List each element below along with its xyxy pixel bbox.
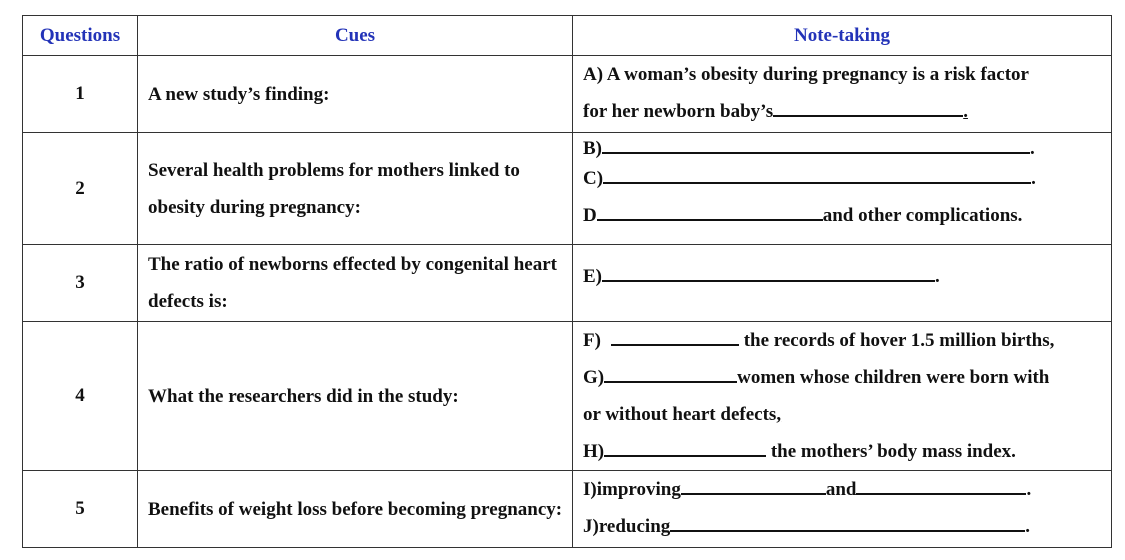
answer-blank-g[interactable] (604, 363, 737, 383)
answer-blank-h[interactable] (604, 437, 766, 457)
note-g-text: women whose children were born with (737, 367, 1050, 388)
answer-blank-f[interactable] (611, 326, 739, 346)
table-row (23, 471, 1112, 548)
answer-blank-c[interactable] (603, 164, 1031, 184)
question-number: 5 (23, 471, 138, 548)
answer-blank-d[interactable] (597, 201, 823, 221)
note-e-label: E) (583, 265, 602, 287)
question-number: 1 (23, 56, 138, 133)
cue-text: Several health problems for mothers linked to obesity during pregnancy: (138, 133, 573, 245)
note-h-text: the mothers’ body mass index. (766, 441, 1016, 462)
answer-blank-i2[interactable] (856, 475, 1026, 495)
question-number: 2 (23, 133, 138, 245)
header-row (23, 16, 1112, 56)
note-a-text: A) A woman’s obesity during pregnancy is a risk factor (583, 64, 1029, 85)
note-i-end: . (1026, 479, 1032, 500)
note-cell (573, 322, 1112, 471)
note-taking-table (22, 15, 1112, 548)
note-a-end: . (963, 101, 968, 122)
cue-text: A new study’s finding: (138, 56, 573, 133)
answer-blank-i1[interactable] (681, 475, 826, 495)
note-b-label: B) (583, 138, 602, 159)
note-c-end: . (1031, 168, 1036, 189)
answer-blank-e[interactable] (602, 262, 935, 282)
note-f-label: F) (583, 330, 601, 351)
note-j-label: J)reducing (583, 516, 671, 537)
note-i-label: I)improving (583, 479, 681, 500)
note-cell (573, 245, 1112, 322)
note-b-end: . (1030, 138, 1035, 159)
note-c-label: C) (583, 168, 604, 189)
note-e-end: . (935, 265, 940, 287)
answer-blank-b[interactable] (602, 134, 1030, 154)
header-cues: Cues (138, 16, 573, 56)
note-h-label: H) (583, 441, 605, 462)
cue-text: What the researchers did in the study: (138, 322, 573, 471)
answer-blank-a[interactable] (773, 97, 963, 117)
header-questions: Questions (23, 16, 138, 56)
note-g-text-cont: or without heart defects (583, 404, 777, 425)
note-cell (573, 133, 1112, 245)
cue-text: The ratio of newborns effected by congenital heart defects is: (138, 245, 573, 322)
answer-blank-j[interactable] (670, 512, 1025, 532)
note-j-end: . (1025, 516, 1031, 537)
note-cell (573, 56, 1112, 133)
note-cell (573, 471, 1112, 548)
note-d-text: and other complications. (822, 205, 1023, 226)
note-a-text-cont: for her newborn baby’s (583, 101, 774, 122)
question-number: 3 (23, 245, 138, 322)
question-number: 4 (23, 322, 138, 471)
note-g-end: , (776, 404, 782, 425)
note-f-text: the records of hover 1.5 million births, (738, 330, 1055, 351)
header-note-taking: Note-taking (573, 16, 1112, 56)
table-row (23, 245, 1112, 322)
table-row (23, 56, 1112, 133)
note-d-label: D (583, 205, 597, 226)
table-row (23, 322, 1112, 471)
cue-text: Benefits of weight loss before becoming pregnancy: (138, 471, 573, 548)
table-row (23, 133, 1112, 245)
note-g-label: G) (583, 367, 605, 388)
note-i-mid: and (825, 479, 857, 500)
